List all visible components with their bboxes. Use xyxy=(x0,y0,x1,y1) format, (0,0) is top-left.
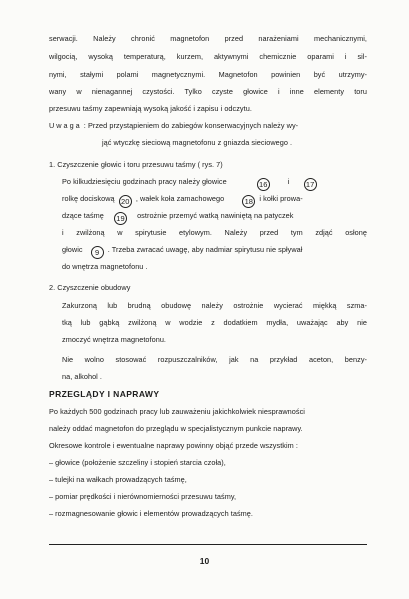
ref-circle: 16 xyxy=(257,178,270,191)
text-span: , wałek koła zamachowego xyxy=(135,194,225,203)
text-span: Po kilkudziesięciu godzinach pracy należy głowice xyxy=(62,177,227,186)
list-item: – pomiar prędkości i nierównomierności przesuwu taśmy, xyxy=(49,492,237,501)
text-line: wany w nienagannej czystości. Tylko czyste głowice i inne elementy toru xyxy=(49,87,367,96)
text-line xyxy=(62,194,367,208)
text-line: Zakurzoną lub brudną obudowę należy ostrożnie wycierać miękką szma- xyxy=(62,301,367,310)
text-line: wilgocią, wysoką temperaturą, kurzem, aktywnymi chemicznie oparami i sil- xyxy=(49,52,367,61)
text-span: dzące taśmę xyxy=(62,211,104,220)
text-line xyxy=(62,211,367,225)
text-line: na, alkohol . xyxy=(62,372,102,381)
note-label: Uwaga xyxy=(49,121,82,130)
page-number: 10 xyxy=(199,556,210,566)
text-span: rolkę dociskową xyxy=(62,194,115,203)
text-line: Po każdych 500 godzinach pracy lub zauważeniu jakichkolwiek niesprawności xyxy=(49,407,305,416)
section-title: 1. Czyszczenie głowic i toru przesuwu taśmy ( rys. 7) xyxy=(49,160,223,169)
text-line: do wnętrza magnetofonu . xyxy=(62,262,148,271)
text-span: . Trzeba zwracać uwagę, aby nadmiar spirytusu nie spływał xyxy=(107,245,303,254)
text-span: głowic xyxy=(62,245,83,254)
ref-circle: 19 xyxy=(114,212,127,225)
text-line: serwacji. Należy chronić magnetofon przed narażeniami mechanicznymi, xyxy=(49,34,367,43)
list-item: – rozmagnesowanie głowic i elementów prowadzących taśmę. xyxy=(49,509,253,518)
text-line: przesuwu taśmy zapewniają wysoką jakość i zapisu i odczytu. xyxy=(49,104,252,113)
note-continuation: jąć wtyczkę sieciową magnetofonu z gniazda sieciowego . xyxy=(102,138,293,147)
ref-circle: 17 xyxy=(304,178,317,191)
section-title: 2. Czyszczenie obudowy xyxy=(49,283,131,292)
text-span: i kołki prowa- xyxy=(259,194,303,203)
text-line: i zwilżoną w spirytusie etylowym. Należy przed tym zdjąć osłonę xyxy=(62,228,367,237)
text-line: należy oddać magnetofon do przeglądu w specjalistycznym punkcie naprawy. xyxy=(49,424,303,433)
list-item: – tulejki na wałkach prowadzących taśmę, xyxy=(49,475,187,484)
text-line: Nie wolno stosować rozpuszczalników, jak na przykład aceton, benzy- xyxy=(62,355,367,364)
list-item: – głowice (położenie szczeliny i stopień starcia czoła), xyxy=(49,458,226,467)
text-span: ostrożnie przemyć watką nawiniętą na patyczek xyxy=(137,211,294,220)
note-text: : Przed przystąpieniem do zabiegów konserwacyjnych należy wy- xyxy=(83,121,299,130)
text-span: i xyxy=(287,177,290,186)
ref-circle: 20 xyxy=(119,195,132,208)
text-line: Okresowe kontrole i ewentualne naprawy powinny objąć przede wszystkim : xyxy=(49,441,298,450)
section-heading: PRZEGLĄDY I NAPRAWY xyxy=(49,389,160,399)
note-line xyxy=(49,121,367,131)
ref-circle: 9 xyxy=(91,246,104,259)
text-line: zmoczyć wnętrza magnetofonu. xyxy=(62,335,167,344)
footer-rule xyxy=(49,544,367,545)
text-line: tką lub gąbką zwilżoną w wodzie z dodatkiem mydła, uważając aby nie xyxy=(62,318,367,327)
text-line xyxy=(62,177,367,191)
ref-circle: 18 xyxy=(242,195,255,208)
text-line xyxy=(62,245,367,259)
text-line: nymi, stałymi polami magnetycznymi. Magnetofon powinien być utrzymy- xyxy=(49,70,367,79)
